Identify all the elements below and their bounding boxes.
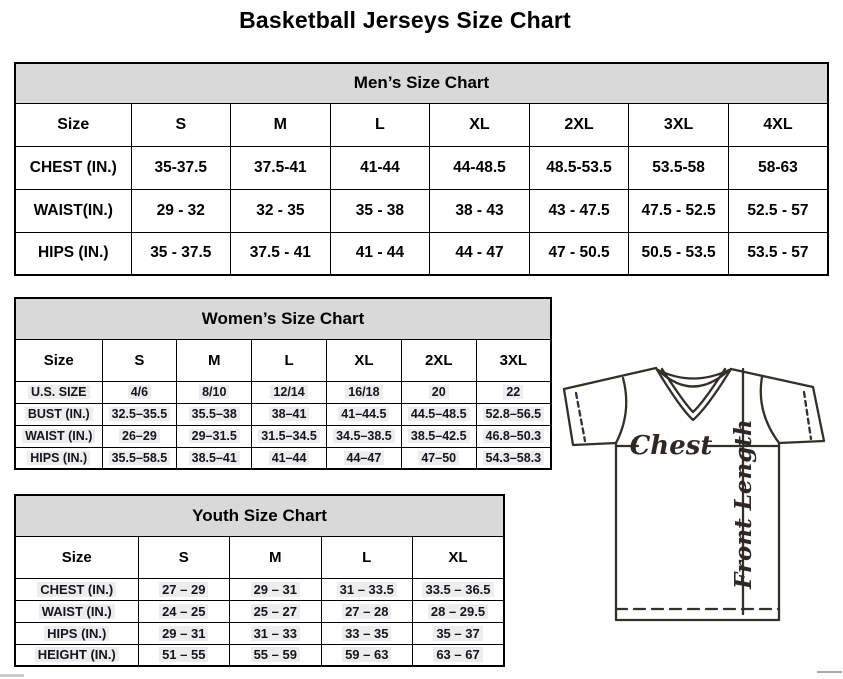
cell-value: 41–44.5	[338, 407, 389, 421]
table-cell	[102, 403, 177, 425]
table-cell	[326, 447, 401, 469]
cell-value: 38.5–41	[189, 451, 240, 465]
table-cell	[629, 146, 729, 189]
jersey-measurement-diagram	[558, 356, 843, 626]
table-row	[15, 146, 828, 189]
cell-value: 25 – 27	[251, 604, 300, 619]
table-cell	[230, 578, 322, 600]
youth-size-chart	[14, 494, 505, 667]
column-header: M	[230, 536, 322, 578]
cell-value: 37.5 - 41	[249, 244, 311, 262]
cell-value: 26–29	[119, 429, 160, 443]
cell-value: 32.5–35.5	[109, 407, 171, 421]
table-cell	[15, 600, 138, 622]
table-cell	[15, 644, 138, 666]
cell-value: 44–47	[344, 451, 385, 465]
mens-size-table	[14, 62, 829, 276]
stray-gray-mark-left	[0, 674, 24, 677]
cell-value: 47 - 50.5	[548, 244, 610, 262]
cell-value: 27 – 28	[342, 604, 391, 619]
table-row	[15, 232, 828, 275]
table-cell	[476, 403, 551, 425]
row-label: HIPS (IN.)	[37, 244, 109, 262]
table-cell	[102, 425, 177, 447]
table-row	[15, 600, 504, 622]
row-label: WAIST(IN.)	[33, 201, 113, 219]
column-header: 2XL	[401, 339, 476, 381]
cell-value: 37.5-41	[254, 158, 307, 176]
row-label: HEIGHT (IN.)	[35, 647, 119, 662]
table-row	[15, 403, 551, 425]
cell-value: 31.5–34.5	[258, 429, 320, 443]
row-label: WAIST (IN.)	[22, 429, 95, 443]
column-header: S	[131, 103, 231, 146]
column-header: 4XL	[728, 103, 828, 146]
table-cell	[330, 146, 430, 189]
table-cell	[330, 232, 430, 275]
table-cell	[401, 447, 476, 469]
table-cell	[177, 447, 252, 469]
row-label: CHEST (IN.)	[29, 158, 117, 176]
cell-value: 8/10	[199, 385, 229, 399]
cell-value: 52.8–56.5	[483, 407, 545, 421]
cell-value: 47–50	[418, 451, 459, 465]
cell-value: 41-44	[360, 158, 400, 176]
cell-value: 38–41	[269, 407, 310, 421]
table-cell	[413, 578, 505, 600]
column-header: XL	[413, 536, 505, 578]
cell-value: 35.5–58.5	[109, 451, 171, 465]
cell-value: 44-48.5	[453, 158, 506, 176]
table-cell	[177, 403, 252, 425]
cell-value: 28 – 29.5	[428, 604, 488, 619]
table-cell	[15, 447, 102, 469]
cell-value: 35.5–38	[189, 407, 240, 421]
table-row	[15, 622, 504, 644]
table-cell	[413, 644, 505, 666]
table-cell	[131, 146, 231, 189]
cell-value: 29 – 31	[159, 626, 208, 641]
cell-value: 53.5 - 57	[747, 244, 809, 262]
table-cell	[529, 189, 629, 232]
table-cell	[728, 189, 828, 232]
cell-value: 35 - 37.5	[150, 244, 212, 262]
table-cell	[252, 403, 327, 425]
table-cell	[231, 146, 331, 189]
table-title: Women’s Size Chart	[15, 298, 551, 339]
cell-value: 32 - 35	[256, 201, 305, 219]
page-title: Basketball Jerseys Size Chart	[239, 7, 571, 33]
youth-size-table	[14, 494, 505, 667]
cell-value: 38 - 43	[455, 201, 504, 219]
cell-value: 16/18	[345, 385, 382, 399]
table-title: Youth Size Chart	[15, 495, 504, 536]
table-cell	[321, 622, 413, 644]
column-header: Size	[15, 536, 138, 578]
jersey-right-seam	[761, 377, 779, 443]
column-header: S	[138, 536, 230, 578]
table-row	[15, 447, 551, 469]
table-cell	[15, 381, 102, 403]
table-row	[15, 381, 551, 403]
table-cell	[430, 232, 530, 275]
table-cell	[131, 232, 231, 275]
cell-value: 51 – 55	[159, 647, 208, 662]
table-cell	[102, 381, 177, 403]
cell-value: 35 - 38	[355, 201, 405, 219]
cell-value: 41–44	[269, 451, 310, 465]
cell-value: 55 – 59	[251, 647, 300, 662]
womens-size-chart	[14, 297, 552, 470]
table-cell	[15, 146, 131, 189]
table-cell	[15, 622, 138, 644]
cell-value: 24 – 25	[159, 604, 208, 619]
table-cell	[231, 189, 331, 232]
table-cell	[629, 189, 729, 232]
column-header: 3XL	[629, 103, 729, 146]
cell-value: 59 – 63	[342, 647, 391, 662]
table-cell	[230, 644, 322, 666]
table-cell	[629, 232, 729, 275]
cell-value: 33 – 35	[342, 626, 391, 641]
stray-gray-mark-right	[817, 671, 842, 673]
right-cuff-dash	[804, 392, 811, 439]
cell-value: 54.3–58.3	[483, 451, 545, 465]
table-cell	[430, 189, 530, 232]
row-label: WAIST (IN.)	[39, 604, 115, 619]
table-cell	[231, 232, 331, 275]
table-cell	[138, 622, 230, 644]
jersey-left-seam	[616, 378, 626, 443]
table-cell	[15, 403, 102, 425]
table-cell	[177, 425, 252, 447]
column-header-row	[15, 103, 828, 146]
column-header: XL	[326, 339, 401, 381]
table-cell	[401, 381, 476, 403]
cell-value: 31 – 33	[251, 626, 300, 641]
table-cell	[15, 425, 102, 447]
column-header: M	[231, 103, 331, 146]
table-cell	[15, 578, 138, 600]
table-cell	[728, 232, 828, 275]
table-cell	[476, 425, 551, 447]
row-label: CHEST (IN.)	[37, 582, 116, 597]
table-cell	[138, 600, 230, 622]
cell-value: 58-63	[758, 158, 798, 176]
cell-value: 4/6	[128, 385, 151, 399]
column-header: L	[330, 103, 430, 146]
table-row	[15, 189, 828, 232]
cell-value: 35 – 37	[433, 626, 482, 641]
cell-value: 22	[503, 385, 523, 399]
cell-value: 46.8–50.3	[483, 429, 545, 443]
table-cell	[728, 146, 828, 189]
table-cell	[529, 146, 629, 189]
table-cell	[321, 600, 413, 622]
front-length-label: Front Length	[730, 419, 757, 589]
column-header-row	[15, 536, 504, 578]
mens-size-chart	[14, 62, 829, 276]
column-header: 3XL	[476, 339, 551, 381]
cell-value: 35-37.5	[154, 158, 208, 176]
table-cell	[413, 600, 505, 622]
cell-value: 29–31.5	[189, 429, 240, 443]
column-header: 2XL	[529, 103, 629, 146]
table-cell	[131, 189, 231, 232]
cell-value: 48.5-53.5	[546, 158, 612, 176]
cell-value: 20	[429, 385, 449, 399]
table-cell	[430, 146, 530, 189]
cell-value: 44 - 47	[455, 244, 504, 262]
table-cell	[413, 622, 505, 644]
table-cell	[330, 189, 430, 232]
cell-value: 27 – 29	[159, 582, 208, 597]
table-cell	[177, 381, 252, 403]
row-label: BUST (IN.)	[25, 407, 93, 421]
table-row	[15, 644, 504, 666]
table-cell	[15, 232, 131, 275]
row-label: HIPS (IN.)	[44, 626, 109, 641]
table-cell	[326, 403, 401, 425]
column-header: Size	[15, 103, 131, 146]
table-cell	[138, 644, 230, 666]
table-cell	[230, 600, 322, 622]
table-cell	[476, 447, 551, 469]
table-cell	[252, 447, 327, 469]
cell-value: 31 – 33.5	[337, 582, 397, 597]
cell-value: 33.5 – 36.5	[422, 582, 493, 597]
cell-value: 43 - 47.5	[548, 201, 610, 219]
table-title: Men’s Size Chart	[15, 63, 828, 103]
table-cell	[326, 425, 401, 447]
table-cell	[15, 189, 131, 232]
column-header: S	[102, 339, 177, 381]
cell-value: 29 – 31	[251, 582, 300, 597]
table-cell	[476, 381, 551, 403]
table-row	[15, 578, 504, 600]
table-cell	[401, 403, 476, 425]
cell-value: 12/14	[270, 385, 307, 399]
column-header: XL	[430, 103, 530, 146]
cell-value: 38.5–42.5	[408, 429, 470, 443]
cell-value: 63 – 67	[433, 647, 482, 662]
cell-value: 44.5–48.5	[408, 407, 470, 421]
cell-value: 50.5 - 53.5	[641, 244, 716, 262]
table-cell	[138, 578, 230, 600]
table-cell	[252, 425, 327, 447]
left-cuff-dash	[576, 393, 585, 441]
table-cell	[321, 644, 413, 666]
row-label: U.S. SIZE	[28, 385, 90, 399]
cell-value: 53.5-58	[652, 158, 705, 176]
cell-value: 34.5–38.5	[333, 429, 395, 443]
column-header: L	[252, 339, 327, 381]
cell-value: 47.5 - 52.5	[641, 201, 716, 219]
column-header-row	[15, 339, 551, 381]
cell-value: 52.5 - 57	[747, 201, 809, 219]
table-cell	[529, 232, 629, 275]
column-header: Size	[15, 339, 102, 381]
cell-value: 29 - 32	[156, 201, 205, 219]
table-cell	[326, 381, 401, 403]
table-cell	[321, 578, 413, 600]
row-label: HIPS (IN.)	[27, 451, 90, 465]
table-cell	[102, 447, 177, 469]
table-row	[15, 425, 551, 447]
table-cell	[401, 425, 476, 447]
cell-value: 41 - 44	[355, 244, 405, 262]
column-header: M	[177, 339, 252, 381]
womens-size-table	[14, 297, 552, 470]
table-cell	[252, 381, 327, 403]
column-header: L	[321, 536, 413, 578]
table-cell	[230, 622, 322, 644]
chest-label: Chest	[629, 431, 713, 461]
